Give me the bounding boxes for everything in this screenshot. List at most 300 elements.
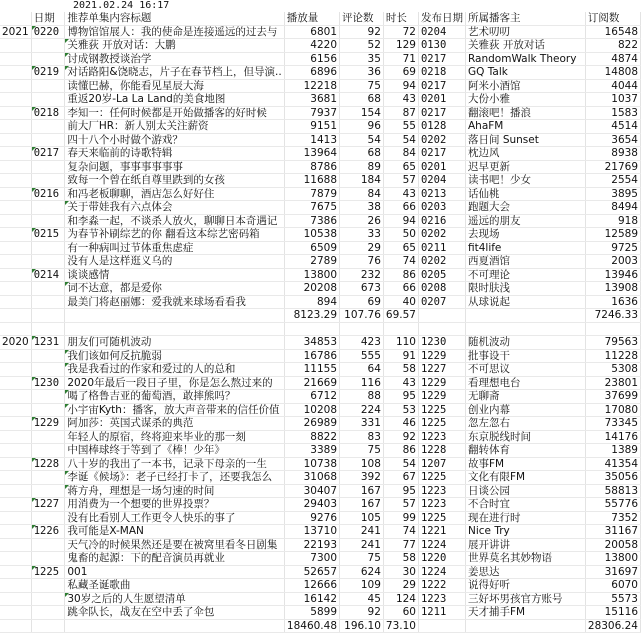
- duration-cell[interactable]: 67: [383, 471, 418, 485]
- host-cell[interactable]: AhaFM: [465, 120, 585, 134]
- pub-date-cell[interactable]: 0203: [418, 201, 465, 215]
- empty-cell[interactable]: [465, 309, 585, 323]
- duration-cell[interactable]: 129: [383, 39, 418, 53]
- title-cell[interactable]: 关雅荻 开放对话：大鹏: [65, 39, 284, 53]
- comments-cell[interactable]: 84: [340, 187, 384, 201]
- pub-date-cell[interactable]: 0217: [418, 106, 465, 120]
- date-cell[interactable]: [31, 255, 65, 269]
- date-cell[interactable]: [31, 133, 65, 147]
- plays-cell[interactable]: 29403: [284, 498, 339, 512]
- title-cell[interactable]: 30岁之后的人生愿望清单: [65, 592, 284, 606]
- host-cell[interactable]: 翻滚吧！播浪: [465, 106, 585, 120]
- year-cell[interactable]: [0, 160, 31, 174]
- header-host[interactable]: 所属播客主: [465, 12, 585, 25]
- duration-cell[interactable]: 77: [383, 538, 418, 552]
- date-cell[interactable]: 0220: [31, 25, 65, 39]
- pub-date-cell[interactable]: 0205: [418, 268, 465, 282]
- subs-cell[interactable]: 79563: [585, 336, 640, 350]
- date-cell[interactable]: [31, 52, 65, 66]
- empty-cell[interactable]: [0, 322, 31, 336]
- title-cell[interactable]: 我可能是X-MAN: [65, 525, 284, 539]
- title-cell[interactable]: 没有人是这样逛义乌的: [65, 255, 284, 269]
- host-cell[interactable]: 不可思议: [465, 363, 585, 377]
- duration-cell[interactable]: 91: [383, 349, 418, 363]
- date-cell[interactable]: [31, 430, 65, 444]
- host-cell[interactable]: 展开讲讲: [465, 538, 585, 552]
- duration-cell[interactable]: 54: [383, 133, 418, 147]
- date-cell[interactable]: [31, 241, 65, 255]
- year-cell[interactable]: [0, 606, 31, 620]
- date-cell[interactable]: [31, 390, 65, 404]
- duration-cell[interactable]: 66: [383, 282, 418, 296]
- year-cell[interactable]: [0, 147, 31, 161]
- title-cell[interactable]: 喝了格鲁吉亚的葡萄酒，敢摔熊吗？: [65, 390, 284, 404]
- subs-cell[interactable]: 1583: [585, 106, 640, 120]
- duration-cell[interactable]: 53: [383, 403, 418, 417]
- host-cell[interactable]: 去现场: [465, 228, 585, 242]
- pub-date-cell[interactable]: 1225: [418, 417, 465, 431]
- empty-cell[interactable]: [31, 309, 65, 323]
- title-cell[interactable]: 用消费为一个想要的世界投票？: [65, 498, 284, 512]
- date-cell[interactable]: 1231: [31, 336, 65, 350]
- year-cell[interactable]: [0, 133, 31, 147]
- comments-cell[interactable]: 68: [340, 93, 384, 107]
- title-cell[interactable]: 鬼畜的起源：下的配音演员再就业: [65, 552, 284, 566]
- comments-cell[interactable]: 45: [340, 592, 384, 606]
- comments-cell[interactable]: 54: [340, 133, 384, 147]
- duration-cell[interactable]: 87: [383, 106, 418, 120]
- host-cell[interactable]: 枕边风: [465, 147, 585, 161]
- empty-cell[interactable]: [418, 309, 465, 323]
- pub-date-cell[interactable]: 1220: [418, 552, 465, 566]
- duration-cell[interactable]: 71: [383, 52, 418, 66]
- comments-cell[interactable]: 92: [340, 25, 384, 39]
- pub-date-cell[interactable]: 0204: [418, 25, 465, 39]
- header-subs[interactable]: 订阅数: [585, 12, 640, 25]
- empty-cell[interactable]: [31, 322, 65, 336]
- year-cell[interactable]: [0, 79, 31, 93]
- total-duration-cell[interactable]: 73.10: [383, 619, 418, 633]
- plays-cell[interactable]: 7386: [284, 214, 339, 228]
- year-cell[interactable]: [0, 174, 31, 188]
- duration-cell[interactable]: 95: [383, 484, 418, 498]
- subs-cell[interactable]: 8494: [585, 201, 640, 215]
- duration-cell[interactable]: 74: [383, 525, 418, 539]
- duration-cell[interactable]: 86: [383, 268, 418, 282]
- year-cell[interactable]: [0, 592, 31, 606]
- pub-date-cell[interactable]: 1223: [418, 430, 465, 444]
- subs-cell[interactable]: 2554: [585, 174, 640, 188]
- subs-cell[interactable]: 9725: [585, 241, 640, 255]
- duration-cell[interactable]: 65: [383, 241, 418, 255]
- comments-cell[interactable]: 555: [340, 349, 384, 363]
- pub-date-cell[interactable]: 1225: [418, 471, 465, 485]
- empty-cell[interactable]: [0, 309, 31, 323]
- plays-cell[interactable]: 6156: [284, 52, 339, 66]
- comments-cell[interactable]: 64: [340, 363, 384, 377]
- date-cell[interactable]: [31, 39, 65, 53]
- title-cell[interactable]: 有一种病叫过节体重焦虑症: [65, 241, 284, 255]
- comments-cell[interactable]: 75: [340, 79, 384, 93]
- comments-cell[interactable]: 26: [340, 214, 384, 228]
- duration-cell[interactable]: 57: [383, 498, 418, 512]
- empty-cell[interactable]: [340, 322, 384, 336]
- host-cell[interactable]: 天才捕手FM: [465, 606, 585, 620]
- date-cell[interactable]: [31, 295, 65, 309]
- host-cell[interactable]: RandomWalk Theory: [465, 52, 585, 66]
- plays-cell[interactable]: 52657: [284, 565, 339, 579]
- title-cell[interactable]: 八十岁的我出了一本书，记录下母亲的一生: [65, 457, 284, 471]
- comments-cell[interactable]: 167: [340, 498, 384, 512]
- subs-cell[interactable]: 13800: [585, 552, 640, 566]
- host-cell[interactable]: 西夏酒馆: [465, 255, 585, 269]
- title-cell[interactable]: 词不达意，都是爱你: [65, 282, 284, 296]
- title-cell[interactable]: 小宇宙Kyth：播客，放大声音带来的信任价值: [65, 403, 284, 417]
- subs-cell[interactable]: 14808: [585, 66, 640, 80]
- subs-cell[interactable]: 13908: [585, 282, 640, 296]
- subs-cell[interactable]: 4874: [585, 52, 640, 66]
- total-comments-cell[interactable]: 196.10: [340, 619, 384, 633]
- title-cell[interactable]: 中国棒球终于等到了《棒！少年》: [65, 444, 284, 458]
- subs-cell[interactable]: 14176: [585, 430, 640, 444]
- comments-cell[interactable]: 331: [340, 417, 384, 431]
- title-cell[interactable]: 私藏圣诞歌曲: [65, 579, 284, 593]
- plays-cell[interactable]: 10208: [284, 403, 339, 417]
- date-cell[interactable]: 1229: [31, 417, 65, 431]
- host-cell[interactable]: 话仙桃: [465, 187, 585, 201]
- subs-cell[interactable]: 23801: [585, 376, 640, 390]
- host-cell[interactable]: 不合时宜: [465, 498, 585, 512]
- year-cell[interactable]: [0, 538, 31, 552]
- host-cell[interactable]: 看理想电台: [465, 376, 585, 390]
- plays-cell[interactable]: 10738: [284, 457, 339, 471]
- duration-cell[interactable]: 43: [383, 93, 418, 107]
- empty-cell[interactable]: [383, 322, 418, 336]
- plays-cell[interactable]: 8786: [284, 160, 339, 174]
- duration-cell[interactable]: 60: [383, 606, 418, 620]
- plays-cell[interactable]: 30407: [284, 484, 339, 498]
- pub-date-cell[interactable]: 1228: [418, 444, 465, 458]
- pub-date-cell[interactable]: 0202: [418, 255, 465, 269]
- duration-cell[interactable]: 66: [383, 201, 418, 215]
- year-cell[interactable]: [0, 282, 31, 296]
- pub-date-cell[interactable]: 1223: [418, 484, 465, 498]
- pub-date-cell[interactable]: 1221: [418, 525, 465, 539]
- comments-cell[interactable]: 241: [340, 525, 384, 539]
- duration-cell[interactable]: 86: [383, 444, 418, 458]
- duration-cell[interactable]: 94: [383, 79, 418, 93]
- comments-cell[interactable]: 624: [340, 565, 384, 579]
- host-cell[interactable]: 姜思达: [465, 565, 585, 579]
- pub-date-cell[interactable]: 0201: [418, 93, 465, 107]
- title-cell[interactable]: 和冯老板聊聊，酒店怎么好好住: [65, 187, 284, 201]
- title-cell[interactable]: 没有比看别人工作更令人快乐的事了: [65, 511, 284, 525]
- plays-cell[interactable]: 16786: [284, 349, 339, 363]
- total-subs-cell[interactable]: 7246.33: [585, 309, 640, 323]
- duration-cell[interactable]: 99: [383, 511, 418, 525]
- host-cell[interactable]: 忽左忽右: [465, 417, 585, 431]
- date-cell[interactable]: [31, 79, 65, 93]
- comments-cell[interactable]: 36: [340, 66, 384, 80]
- year-cell[interactable]: [0, 106, 31, 120]
- year-cell[interactable]: [0, 498, 31, 512]
- host-cell[interactable]: 跑题大会: [465, 201, 585, 215]
- empty-cell[interactable]: [465, 322, 585, 336]
- year-cell[interactable]: [0, 430, 31, 444]
- duration-cell[interactable]: 30: [383, 565, 418, 579]
- subs-cell[interactable]: 4514: [585, 120, 640, 134]
- date-cell[interactable]: [31, 444, 65, 458]
- subs-cell[interactable]: 2003: [585, 255, 640, 269]
- year-cell[interactable]: [0, 228, 31, 242]
- comments-cell[interactable]: 109: [340, 579, 384, 593]
- subs-cell[interactable]: 37699: [585, 390, 640, 404]
- subs-cell[interactable]: 3895: [585, 187, 640, 201]
- subs-cell[interactable]: 5308: [585, 363, 640, 377]
- duration-cell[interactable]: 92: [383, 430, 418, 444]
- pub-date-cell[interactable]: 0202: [418, 133, 465, 147]
- year-cell[interactable]: [0, 579, 31, 593]
- pub-date-cell[interactable]: 0217: [418, 147, 465, 161]
- duration-cell[interactable]: 57: [383, 174, 418, 188]
- subs-cell[interactable]: 1037: [585, 93, 640, 107]
- title-cell[interactable]: 讨成钢教授谈治学: [65, 52, 284, 66]
- host-cell[interactable]: 翻转体育: [465, 444, 585, 458]
- header-date[interactable]: 日期: [31, 12, 65, 25]
- empty-cell[interactable]: [418, 619, 465, 633]
- host-cell[interactable]: 读书吧！少女: [465, 174, 585, 188]
- date-cell[interactable]: 0214: [31, 268, 65, 282]
- comments-cell[interactable]: 33: [340, 228, 384, 242]
- title-cell[interactable]: 最美门将赵丽娜：爱我就来球场看看我: [65, 295, 284, 309]
- date-cell[interactable]: [31, 349, 65, 363]
- comments-cell[interactable]: 96: [340, 120, 384, 134]
- year-cell[interactable]: [0, 255, 31, 269]
- pub-date-cell[interactable]: 0217: [418, 79, 465, 93]
- year-cell[interactable]: 2020: [0, 336, 31, 350]
- subs-cell[interactable]: 918: [585, 214, 640, 228]
- year-cell[interactable]: [0, 390, 31, 404]
- title-cell[interactable]: 我们该如何反抗脆弱: [65, 349, 284, 363]
- total-plays-cell[interactable]: 8123.29: [284, 309, 339, 323]
- plays-cell[interactable]: 34853: [284, 336, 339, 350]
- comments-cell[interactable]: 224: [340, 403, 384, 417]
- subs-cell[interactable]: 7352: [585, 511, 640, 525]
- comments-cell[interactable]: 68: [340, 147, 384, 161]
- host-cell[interactable]: 无聊斋: [465, 390, 585, 404]
- host-cell[interactable]: 东京脱线时间: [465, 430, 585, 444]
- empty-cell[interactable]: [31, 619, 65, 633]
- empty-cell[interactable]: [65, 309, 284, 323]
- plays-cell[interactable]: 6801: [284, 25, 339, 39]
- year-cell[interactable]: [0, 363, 31, 377]
- year-cell[interactable]: [0, 417, 31, 431]
- duration-cell[interactable]: 124: [383, 592, 418, 606]
- duration-cell[interactable]: 58: [383, 552, 418, 566]
- title-cell[interactable]: 博物馆馆展人：我的使命是连接遥远的过去与: [65, 25, 284, 39]
- year-cell[interactable]: [0, 201, 31, 215]
- comments-cell[interactable]: 89: [340, 160, 384, 174]
- title-cell[interactable]: 为春节补刷综艺的你 翻看这本综艺密码箱: [65, 228, 284, 242]
- title-cell[interactable]: 阿加莎：英国式谋杀的典范: [65, 417, 284, 431]
- year-cell[interactable]: [0, 120, 31, 134]
- plays-cell[interactable]: 8822: [284, 430, 339, 444]
- comments-cell[interactable]: 241: [340, 538, 384, 552]
- empty-cell[interactable]: [465, 619, 585, 633]
- subs-cell[interactable]: 13946: [585, 268, 640, 282]
- plays-cell[interactable]: 6712: [284, 390, 339, 404]
- date-cell[interactable]: [31, 214, 65, 228]
- host-cell[interactable]: 大份小雅: [465, 93, 585, 107]
- year-cell[interactable]: [0, 457, 31, 471]
- plays-cell[interactable]: 13710: [284, 525, 339, 539]
- host-cell[interactable]: 不可理论: [465, 268, 585, 282]
- plays-cell[interactable]: 10538: [284, 228, 339, 242]
- year-cell[interactable]: [0, 66, 31, 80]
- plays-cell[interactable]: 7879: [284, 187, 339, 201]
- year-cell[interactable]: [0, 565, 31, 579]
- comments-cell[interactable]: 423: [340, 336, 384, 350]
- subs-cell[interactable]: 31697: [585, 565, 640, 579]
- header-pub-date[interactable]: 发布日期: [418, 12, 465, 25]
- date-cell[interactable]: 0219: [31, 66, 65, 80]
- host-cell[interactable]: 批事设干: [465, 349, 585, 363]
- year-cell[interactable]: 2021: [0, 25, 31, 39]
- host-cell[interactable]: 世界莫名其妙物语: [465, 552, 585, 566]
- date-cell[interactable]: [31, 511, 65, 525]
- title-cell[interactable]: 四十八个小时做个游戏？: [65, 133, 284, 147]
- date-cell[interactable]: [31, 538, 65, 552]
- title-cell[interactable]: 重返20岁-La La Land的美食地图: [65, 93, 284, 107]
- year-cell[interactable]: [0, 52, 31, 66]
- comments-cell[interactable]: 75: [340, 552, 384, 566]
- total-duration-cell[interactable]: 69.57: [383, 309, 418, 323]
- subs-cell[interactable]: 1636: [585, 295, 640, 309]
- duration-cell[interactable]: 69: [383, 66, 418, 80]
- pub-date-cell[interactable]: 1223: [418, 498, 465, 512]
- title-cell[interactable]: 前大厂HR：新人别太关注薪资: [65, 120, 284, 134]
- empty-cell[interactable]: [65, 322, 284, 336]
- plays-cell[interactable]: 12666: [284, 579, 339, 593]
- date-cell[interactable]: [31, 282, 65, 296]
- year-cell[interactable]: [0, 295, 31, 309]
- pub-date-cell[interactable]: 0207: [418, 295, 465, 309]
- host-cell[interactable]: 迟早更新: [465, 160, 585, 174]
- date-cell[interactable]: [31, 201, 65, 215]
- host-cell[interactable]: 艺术叨叨: [465, 25, 585, 39]
- subs-cell[interactable]: 3654: [585, 133, 640, 147]
- pub-date-cell[interactable]: 1229: [418, 349, 465, 363]
- plays-cell[interactable]: 1413: [284, 133, 339, 147]
- pub-date-cell[interactable]: 1223: [418, 592, 465, 606]
- subs-cell[interactable]: 8938: [585, 147, 640, 161]
- subs-cell[interactable]: 41354: [585, 457, 640, 471]
- comments-cell[interactable]: 116: [340, 376, 384, 390]
- year-cell[interactable]: [0, 444, 31, 458]
- title-cell[interactable]: 李诞《候场》：老子已经打卡了，还要我怎么: [65, 471, 284, 485]
- plays-cell[interactable]: 13800: [284, 268, 339, 282]
- pub-date-cell[interactable]: 1225: [418, 511, 465, 525]
- comments-cell[interactable]: 105: [340, 511, 384, 525]
- date-cell[interactable]: [31, 606, 65, 620]
- host-cell[interactable]: GQ Talk: [465, 66, 585, 80]
- header-plays[interactable]: 播放量: [284, 12, 339, 25]
- header-duration[interactable]: 时长: [383, 12, 418, 25]
- plays-cell[interactable]: 6509: [284, 241, 339, 255]
- date-cell[interactable]: [31, 174, 65, 188]
- year-cell[interactable]: [0, 471, 31, 485]
- pub-date-cell[interactable]: 0201: [418, 160, 465, 174]
- title-cell[interactable]: 读懂巴赫，你能看见星辰大海: [65, 79, 284, 93]
- host-cell[interactable]: 日谈公园: [465, 484, 585, 498]
- comments-cell[interactable]: 76: [340, 255, 384, 269]
- host-cell[interactable]: fit4life: [465, 241, 585, 255]
- title-cell[interactable]: 我是我看过的作家和爱过的人的总和: [65, 363, 284, 377]
- comments-cell[interactable]: 673: [340, 282, 384, 296]
- subs-cell[interactable]: 15116: [585, 606, 640, 620]
- duration-cell[interactable]: 43: [383, 187, 418, 201]
- comments-cell[interactable]: 75: [340, 444, 384, 458]
- title-cell[interactable]: 李知一：任何时候都是开始做播客的好时候: [65, 106, 284, 120]
- comments-cell[interactable]: 88: [340, 390, 384, 404]
- title-cell[interactable]: 蒋方舟，理想是一场匀速的时间: [65, 484, 284, 498]
- title-cell[interactable]: 001: [65, 565, 284, 579]
- plays-cell[interactable]: 894: [284, 295, 339, 309]
- date-cell[interactable]: [31, 484, 65, 498]
- subs-cell[interactable]: 6070: [585, 579, 640, 593]
- title-cell[interactable]: 朋友们可随机波动: [65, 336, 284, 350]
- total-plays-cell[interactable]: 18460.48: [284, 619, 339, 633]
- subs-cell[interactable]: 16548: [585, 25, 640, 39]
- subs-cell[interactable]: 20058: [585, 538, 640, 552]
- date-cell[interactable]: [31, 403, 65, 417]
- empty-cell[interactable]: [418, 322, 465, 336]
- pub-date-cell[interactable]: 0213: [418, 187, 465, 201]
- plays-cell[interactable]: 26989: [284, 417, 339, 431]
- comments-cell[interactable]: 154: [340, 106, 384, 120]
- host-cell[interactable]: 三好坏男孩官方账号: [465, 592, 585, 606]
- pub-date-cell[interactable]: 1229: [418, 376, 465, 390]
- plays-cell[interactable]: 7675: [284, 201, 339, 215]
- date-cell[interactable]: 1226: [31, 525, 65, 539]
- subs-cell[interactable]: 4044: [585, 79, 640, 93]
- plays-cell[interactable]: 21669: [284, 376, 339, 390]
- date-cell[interactable]: 1228: [31, 457, 65, 471]
- duration-cell[interactable]: 84: [383, 147, 418, 161]
- year-cell[interactable]: [0, 403, 31, 417]
- date-cell[interactable]: 0215: [31, 228, 65, 242]
- header-comments[interactable]: 评论数: [340, 12, 384, 25]
- empty-cell[interactable]: [65, 619, 284, 633]
- plays-cell[interactable]: 9276: [284, 511, 339, 525]
- pub-date-cell[interactable]: 0202: [418, 228, 465, 242]
- comments-cell[interactable]: 83: [340, 430, 384, 444]
- host-cell[interactable]: 从球说起: [465, 295, 585, 309]
- comments-cell[interactable]: 392: [340, 471, 384, 485]
- title-cell[interactable]: 2020年最后一段日子里，你是怎么熬过来的: [65, 376, 284, 390]
- pub-date-cell[interactable]: 0208: [418, 282, 465, 296]
- duration-cell[interactable]: 29: [383, 579, 418, 593]
- title-cell[interactable]: 对话路阳&饶晓志，片子在春节档上，但导演..: [65, 66, 284, 80]
- pub-date-cell[interactable]: 1224: [418, 538, 465, 552]
- comments-cell[interactable]: 232: [340, 268, 384, 282]
- date-cell[interactable]: [31, 592, 65, 606]
- comments-cell[interactable]: 29: [340, 241, 384, 255]
- total-comments-cell[interactable]: 107.76: [340, 309, 384, 323]
- duration-cell[interactable]: 74: [383, 255, 418, 269]
- title-cell[interactable]: 致每一个曾在纸自尊里跌到的女孩: [65, 174, 284, 188]
- subs-cell[interactable]: 11228: [585, 349, 640, 363]
